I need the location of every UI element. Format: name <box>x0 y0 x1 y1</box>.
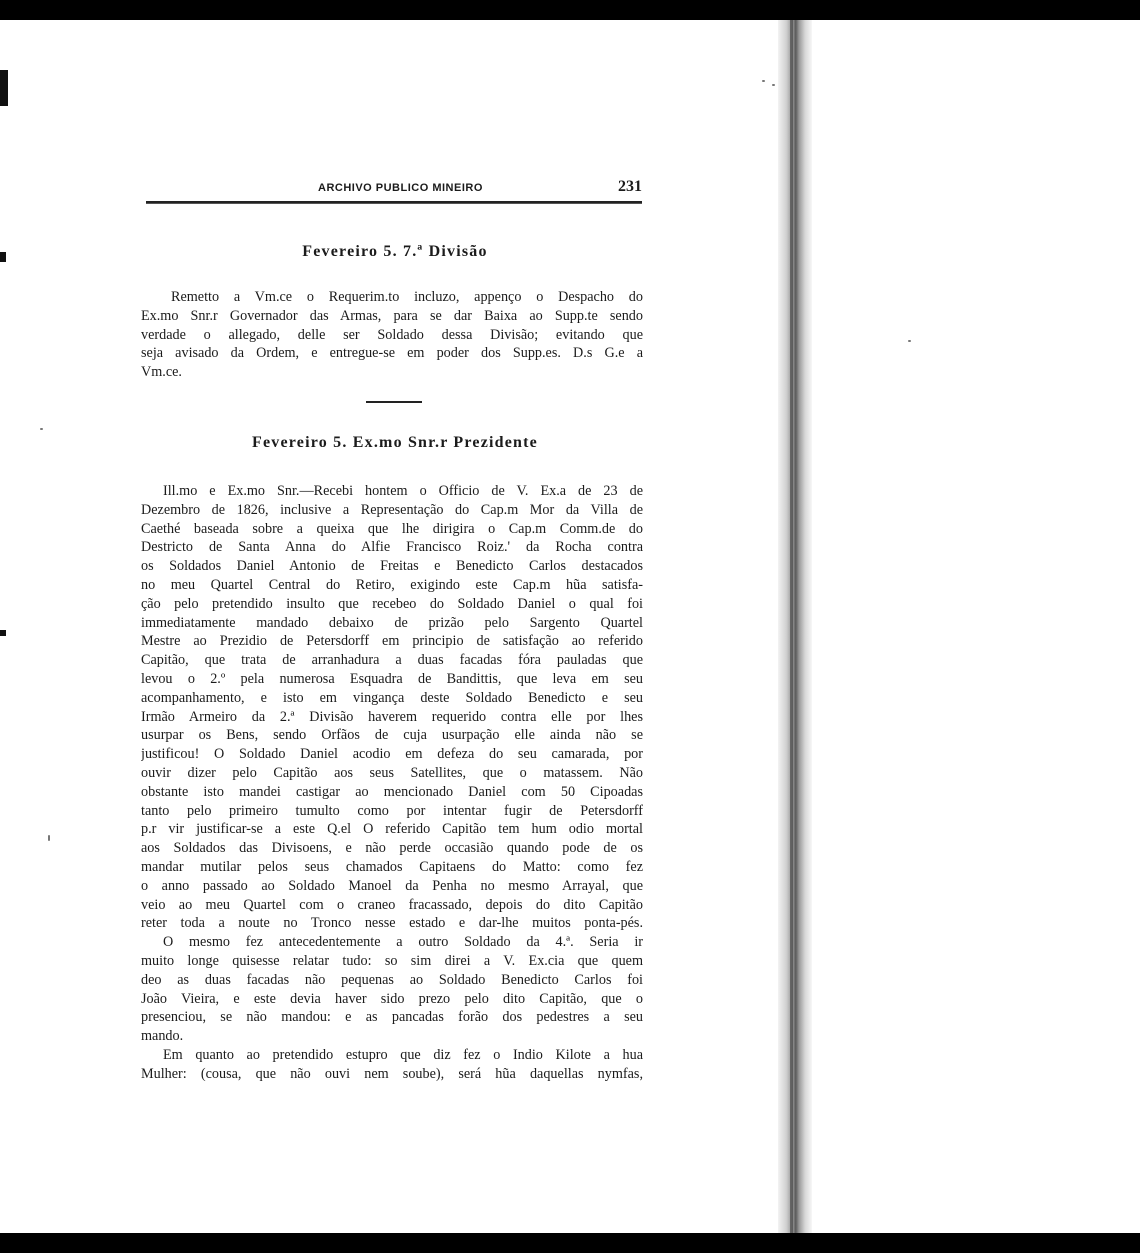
section-heading: Fevereiro 5. Ex.mo Snr.r Prezidente <box>252 434 538 451</box>
text-line: Capitão, que trata de arranhadura a duas facadas fóra pauladas que <box>141 652 643 669</box>
scan-speck <box>48 835 50 841</box>
running-title: ARCHIVO PUBLICO MINEIRO <box>318 182 483 194</box>
text-line: Em quanto ao pretendido estupro que diz fez o Indio Kilote a hua <box>163 1046 643 1063</box>
section-heading: Fevereiro 5. 7.ª Divisão <box>302 243 488 260</box>
text-line: justificou! O Soldado Daniel acodio em defeza do seu camarada, por <box>141 746 643 763</box>
text-line: João Vieira, e este devia haver sido prezo pelo dito Capitão, que o <box>141 990 643 1007</box>
text-line: ção pelo pretendido insulto que recebeo do Soldado Daniel o qual foi <box>141 595 643 612</box>
gutter-fold-line <box>790 20 793 1233</box>
section-separator <box>366 401 422 403</box>
text-line: ouvir dizer pelo Capitão aos seus Satellites, que o matassem. Não <box>141 764 643 781</box>
text-line: Vm.ce. <box>141 364 182 381</box>
page-number: 231 <box>618 178 642 195</box>
text-line: Ex.mo Snr.r Governador das Armas, para se dar Baixa ao Supp.te sendo <box>141 307 643 324</box>
scan-edge-mark <box>0 630 6 636</box>
section-body <box>141 288 643 382</box>
header-rule <box>146 201 642 204</box>
text-line: acompanhamento, e isto em vingança deste Soldado Benedicto e seu <box>141 689 643 706</box>
text-line: Caethé baseada sobre a queixa que lhe dirigira o Cap.m Comm.de do <box>141 520 643 537</box>
scan-speck <box>908 340 911 342</box>
text-line: mando. <box>141 1028 184 1045</box>
text-line: no meu Quartel Central do Retiro, exigindo este Cap.m hũa satisfa- <box>141 576 643 593</box>
text-line: Mestre ao Prezidio de Petersdorff em principio de satisfação ao referido <box>141 633 643 650</box>
book-gutter <box>778 20 812 1233</box>
text-line: levou o 2.º pela numerosa Esquadra de Bandittis, que leva em seu <box>141 670 643 687</box>
text-line: Mulher: (cousa, que não ouvi nem soube), será hũa daquellas nymfas, <box>141 1065 643 1082</box>
text-line: Ill.mo e Ex.mo Snr.—Recebi hontem o Officio de V. Ex.a de 23 de <box>163 483 643 499</box>
text-line: reter toda a noute no Tronco nesse estado e dar-lhe muitos ponta-pés. <box>141 915 643 932</box>
text-line: seja avisado da Ordem, e entregue-se em poder dos Supp.es. D.s G.e a <box>141 345 643 362</box>
text-line: os Soldados Daniel Antonio de Freitas e Benedicto Carlos destacados <box>141 558 643 575</box>
scan-speck <box>772 84 775 86</box>
text-line: Destricto de Santa Anna do Alfie Francisco Roiz.' da Rocha contra <box>141 539 643 556</box>
text-line: Irmão Armeiro da 2.ª Divisão haverem requerido contra elle por lhes <box>141 708 643 725</box>
scan-speck <box>762 80 765 82</box>
top-scan-border <box>0 0 1140 20</box>
scan-speck <box>40 428 43 430</box>
text-line: usurpar os Bens, sendo Orfãos de cuja usurpação elle ainda não se <box>141 727 643 744</box>
scan-edge-mark <box>0 70 8 106</box>
text-line: tanto pelo primeiro tumulto como por intentar fugir de Petersdorff <box>141 802 643 819</box>
text-line: immediatamente mandado debaixo de prizão pelo Sargento Quartel <box>141 614 643 631</box>
text-line: muito longe quisesse relatar tudo: so sim direi a V. Ex.cia que quem <box>141 952 643 969</box>
text-line: presenciou, se não mandou: e as pancadas forão dos pedestres a seu <box>141 1009 643 1026</box>
text-line: mandar mutilar pelos seus chamados Capitaens do Matto: como fez <box>141 858 643 875</box>
bottom-scan-border <box>0 1233 1140 1253</box>
text-line: aos Soldados das Divisoens, e não perde occasião quando pode de os <box>141 840 643 857</box>
text-line: verdade o allegado, delle ser Soldado dessa Divisão; evitando que <box>141 326 643 343</box>
scan-edge-mark <box>0 252 6 262</box>
text-line: o anno passado ao Soldado Manoel da Penha no mesmo Arrayal, que <box>141 877 643 894</box>
text-line: Dezembro de 1826, inclusive a Representação do Cap.m Mor da Villa de <box>141 501 643 518</box>
page-header <box>146 178 642 202</box>
text-line: deo as duas facadas não pequenas ao Soldado Benedicto Carlos foi <box>141 971 643 988</box>
text-line: Remetto a Vm.ce o Requerim.to incluzo, appenço o Despacho do <box>171 289 643 305</box>
text-line: p.r vir justificar-se a este Q.el O referido Capitão tem hum odio mortal <box>141 821 643 838</box>
text-line: O mesmo fez antecedentemente a outro Soldado da 4.ª. Seria ir <box>163 934 643 951</box>
text-line: veio ao meu Quartel com o craneo fracassado, depois do dito Capitão <box>141 896 643 913</box>
section-body <box>141 482 643 1084</box>
text-line: obstante isto mandei castigar ao mencionado Daniel com 50 Cipoadas <box>141 783 643 800</box>
